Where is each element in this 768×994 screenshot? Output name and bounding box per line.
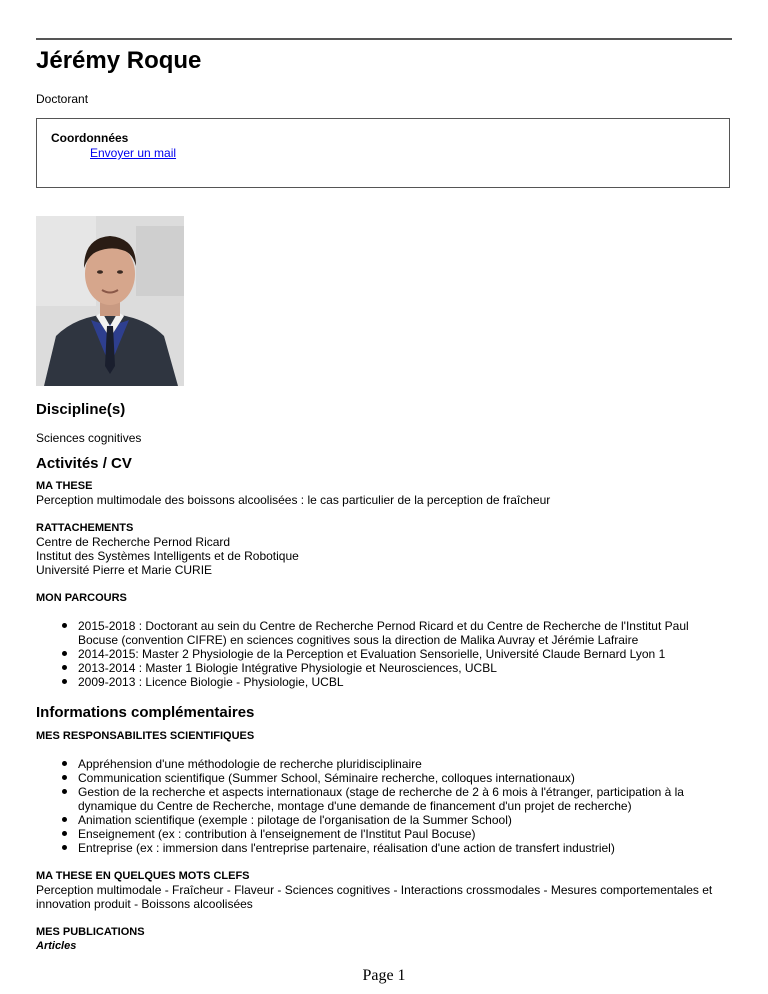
list-item: 2009-2013 : Licence Biologie - Physiologie, UCBL [36,675,732,689]
person-role: Doctorant [36,92,89,106]
career-list [36,619,732,689]
discipline-section [36,401,732,445]
list-item: Animation scientifique (exemple : pilotage de l'organisation de la Summer School) [36,813,732,827]
send-email-link[interactable]: Envoyer un mail [90,146,177,160]
thesis-text: Perception multimodale des boissons alcoolisées : le cas particulier de la perception de fraîcheur [36,493,551,507]
affiliation-item: Université Pierre et Marie CURIE [36,563,213,577]
list-item: Communication scientifique (Summer School, Séminaire recherche, colloques internationaux) [36,771,732,785]
activities-section [36,455,732,689]
contact-box [36,118,730,188]
affiliation-item: Institut des Systèmes Intelligents et de Robotique [36,549,299,563]
publications-sublabel: Articles [36,940,77,952]
list-item: Entreprise (ex : immersion dans l'entreprise partenaire, réalisation d'une action de transfert industriel) [36,841,732,855]
affiliations-label: RATTACHEMENTS [36,522,134,534]
top-rule [36,38,732,40]
keywords-label: MA THESE EN QUELQUES MOTS CLEFS [36,870,250,882]
list-item: Appréhension d'une méthodologie de recherche pluridisciplinaire [36,757,732,771]
additional-heading: Informations complémentaires [36,704,255,721]
person-name: Jérémy Roque [36,47,202,74]
list-item: Enseignement (ex : contribution à l'enseignement de l'Institut Paul Bocuse) [36,827,732,841]
responsibilities-label: MES RESPONSABILITES SCIENTIFIQUES [36,730,255,742]
responsibilities-list [36,757,732,855]
publications-label: MES PUBLICATIONS [36,926,145,938]
list-item: 2013-2014 : Master 1 Biologie Intégrative Physiologie et Neurosciences, UCBL [36,661,732,675]
contact-title: Coordonnées [51,131,129,145]
page-number: Page 1 [362,967,406,984]
list-item: Gestion de la recherche et aspects internationaux (stage de recherche de 2 à 6 mois à l'étranger, participation à la dynamique du Centre de Recherche, montage d'une demande de financement d'un projet de recherche) [36,785,732,813]
discipline-heading: Discipline(s) [36,401,126,418]
thesis-label: MA THESE [36,480,93,492]
activities-heading: Activités / CV [36,455,132,472]
additional-section [36,704,732,953]
keywords-text: Perception multimodale - Fraîcheur - Flaveur - Sciences cognitives - Interactions crossmodales - Mesures comportementales et innovation produit - Boissons alcoolisées [36,883,713,911]
career-label: MON PARCOURS [36,592,127,604]
affiliation-item: Centre de Recherche Pernod Ricard [36,535,231,549]
discipline-value: Sciences cognitives [36,431,142,445]
list-item: 2014-2015: Master 2 Physiologie de la Perception et Evaluation Sensorielle, Université Claude Bernard Lyon 1 [36,647,732,661]
list-item: 2015-2018 : Doctorant au sein du Centre de Recherche Pernod Ricard et du Centre de Recherche de l'Institut Paul Bocuse (convention CIFRE) en sciences cognitives sous la direction de Malika Auvray et Jérémie Lafraire [36,619,732,647]
profile-photo [36,216,184,386]
